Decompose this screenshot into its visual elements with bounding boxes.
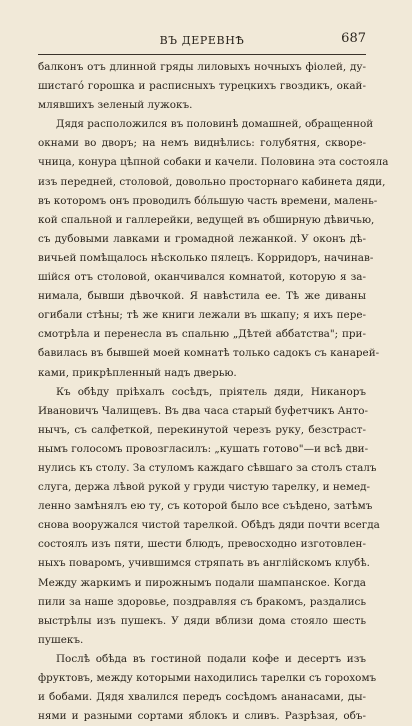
text-line: нымъ голосомъ провозгласилъ: „кушать готово"—и всѣ дви- [38,442,369,455]
text-line: шистагó горошка и расписныхъ турецкихъ гвоздикъ, окай- [38,80,366,93]
text-line: изъ передней, столовой, довольно просторнаго кабинета дяди, [38,175,386,188]
text-line: чница, конура цѣпной собаки и качели. Половина эта состояла [38,156,389,169]
paragraph [38,650,377,726]
text-line: фруктовъ, между которыми находились тарелки съ горохомъ [38,672,377,684]
text-line: нулись къ столу. За стуломъ каждаго сѣвшаго за столъ сталъ [38,461,377,474]
text-line: слуга, держа лѣвой рукой у груди чистую тарелку, и немед- [38,481,371,494]
page-header [38,31,366,50]
text-line: ленно замѣнялъ ею ту, съ которой было все съѣдено, затѣмъ [38,500,373,513]
text-line: выстрѣлы изъ пушекъ. У дяди вблизи дома стояло шесть [38,614,366,627]
text-line: Ивановичъ Чалищевъ. Въ два часа старый буфетчикъ Анто- [38,404,368,417]
text-line: нями и разными сортами яблокъ и сливъ. Разрѣзая, объ- [38,710,366,723]
text-line: Дядя расположился въ половинѣ домашней, обращенной [56,118,374,131]
text-line: окнами во дворъ; на немъ виднѣлись: голубятня, скворе- [38,137,366,150]
running-title: ВЪ ДЕРЕВНѢ [159,34,245,47]
text-line: смотрѣла и перенесла въ спальню „Дѣтей аббатства"; при- [38,328,366,341]
text-line: пили за наше здоровье, поздравляя съ бракомъ, раздались [38,595,366,608]
paragraph [38,58,366,115]
text-line: нимала, бывши дѣвочкой. Я навѣстила ее. Тѣ же диваны [38,290,366,303]
page-number: 687 [341,31,366,46]
text-line: огибали стѣны; тѣ же книги лежали въ шкапу; я ихъ пере- [38,309,366,322]
text-line: кой спальной и галлерейки, ведущей въ обширную дѣвичью, [38,213,375,226]
text-line: нычъ, съ салфеткой, перекинутой черезъ руку, безстраст- [38,423,366,436]
text-line: млявшихъ зеленый лужокъ. [38,99,193,112]
text-line: бавилась въ бывшей моей комнатѣ только садокъ съ канарей- [38,347,380,360]
text-line: ныхъ поваромъ, учившимся стряпать въ англійскомъ клубѣ. [38,557,370,570]
text-line: шійся отъ столовой, оканчивался комнатой, которую я за- [38,271,366,284]
text-line: ками, прикрѣпленный надъ дверью. [38,366,237,379]
text-line: вичьей помѣщалось нѣсколько пялецъ. Корридоръ, начинав- [38,251,374,264]
body-text [38,58,389,726]
text-line: состоялъ изъ пяти, шести блюдъ, превосходно изготовлен- [38,538,366,551]
text-line: балконъ отъ длинной гряды лиловыхъ ночныхъ фіолей, ду- [38,61,366,73]
text-line: съ дубовыми лавками и громадной лежанкой. У оконъ дѣ- [38,232,366,245]
paragraph [38,383,380,650]
text-line: Послѣ обѣда въ гостиной подали кофе и десертъ изъ [56,652,366,665]
text-line: въ которомъ онъ проводилъ бóльшую часть времени, малень- [38,194,378,207]
text-line: и бобами. Дядя хвалился передъ сосѣдомъ ананасами, ды- [38,691,366,704]
header-rule [38,54,366,55]
text-line: пушекъ. [38,633,84,646]
text-line: снова вооружался чистой тарелкой. Обѣдъ дяди почти всегда [38,519,380,532]
text-line: Къ обѣду пріѣхалъ сосѣдъ, пріятель дяди, Никаноръ [56,385,366,398]
paragraph [38,115,389,382]
text-line: Между жаркимъ и пирожнымъ подали шампанское. Когда [38,576,366,589]
